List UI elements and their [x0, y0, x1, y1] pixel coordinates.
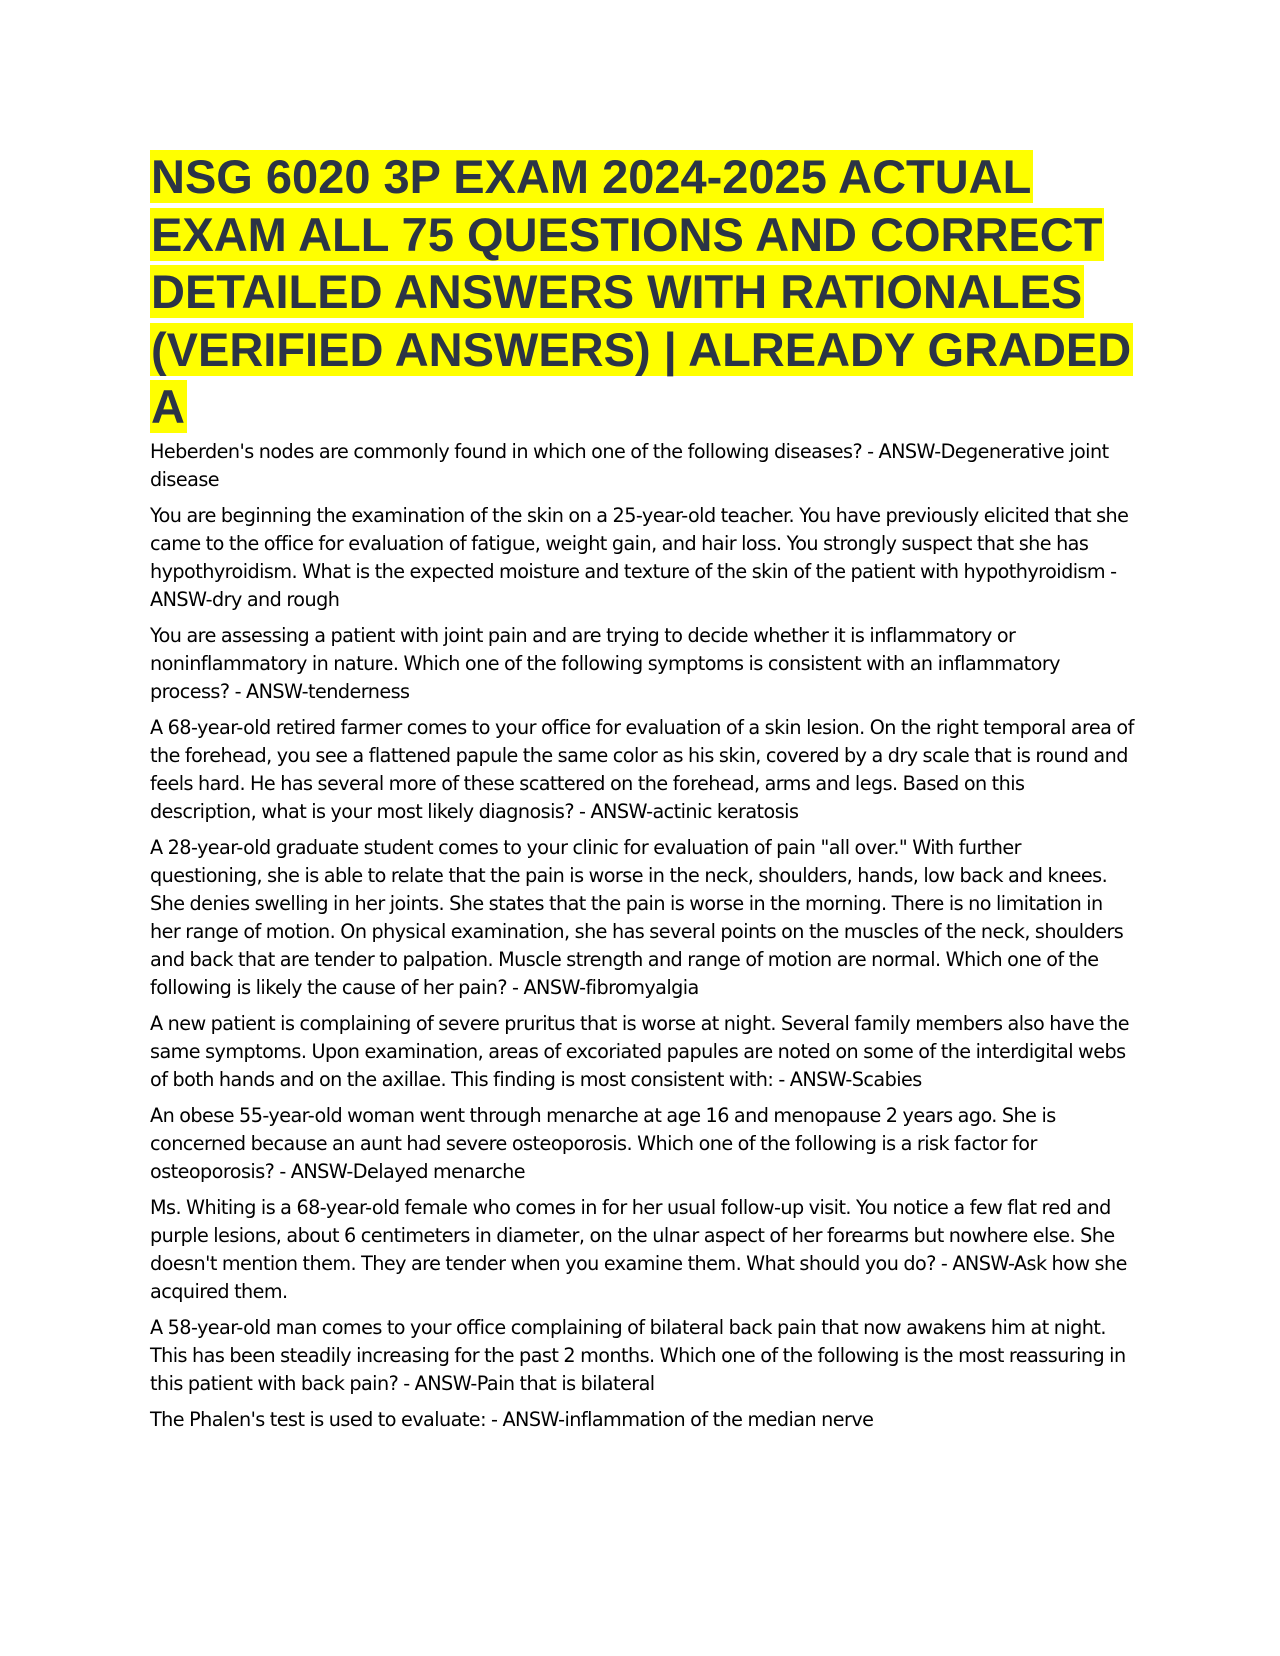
qa-item: The Phalen's test is used to evaluate: - ANSW-inflammation of the median nerve — [150, 1407, 874, 1431]
qa-item: An obese 55-year-old woman went through menarche at age 16 and menopause 2 years ago. She is concerned because an aunt had severe osteoporosis. Which one of the following is a risk factor for osteoporosis? - ANSW-Delayed menarche — [150, 1103, 1056, 1183]
document-content — [150, 148, 1135, 1442]
qa-item: A 28-year-old graduate student comes to your clinic for evaluation of pain "all over." With further questioning, she is able to relate that the pain is worse in the neck, shoulders, hands, low back and knees. She denies swelling in her joints. She states that the pain is worse in the morning. There is no limitation in her range of motion. On physical examination, she has several points on the muscles of the neck, shoulders and back that are tender to palpation. Muscle strength and range of motion are normal. Which one of the following is likely the cause of her pain? - ANSW-fibromyalgia — [150, 835, 1124, 999]
qa-item: Ms. Whiting is a 68-year-old female who comes in for her usual follow-up visit. You notice a few flat red and purple lesions, about 6 centimeters in diameter, on the ulnar aspect of her forearms but nowhere else. She doesn't mention them. They are tender when you examine them. What should you do? - ANSW-Ask how she acquired them. — [150, 1195, 1127, 1303]
qa-item: You are assessing a patient with joint pain and are trying to decide whether it is inflammatory or noninflammatory in nature. Which one of the following symptoms is consistent with an inflammatory process? - ANSW-tenderness — [150, 623, 1060, 703]
qa-item: A 58-year-old man comes to your office complaining of bilateral back pain that now awakens him at night. This has been steadily increasing for the past 2 months. Which one of the following is the most reassuring in this patient with back pain? - ANSW-Pain that is bilateral — [150, 1315, 1126, 1395]
qa-item: Heberden's nodes are commonly found in which one of the following diseases? - ANSW-Degenerative joint disease — [150, 439, 1109, 491]
qa-item: A 68-year-old retired farmer comes to your office for evaluation of a skin lesion. On the right temporal area of the forehead, you see a flattened papule the same color as his skin, covered by a dry scale that is round and feels hard. He has several more of these scattered on the forehead, arms and legs. Based on this description, what is your most likely diagnosis? - ANSW-actinic keratosis — [150, 715, 1134, 823]
qa-item: A new patient is complaining of severe pruritus that is worse at night. Several family members also have the same symptoms. Upon examination, areas of excoriated papules are noted on some of the interdigital webs of both hands and on the axillae. This finding is most consistent with: - ANSW-Scabies — [150, 1011, 1129, 1091]
document-title — [150, 148, 1135, 436]
qa-item: You are beginning the examination of the skin on a 25-year-old teacher. You have previously elicited that she came to the office for evaluation of fatigue, weight gain, and hair loss. You strongly suspect that she has hypothyroidism. What is the expected moisture and texture of the skin of the patient with hypothyroidism - ANSW-dry and rough — [150, 503, 1129, 611]
title-highlight: NSG 6020 3P EXAM 2024-2025 ACTUAL EXAM ALL 75 QUESTIONS AND CORRECT DETAILED ANSWERS WITH RATIONALES (VERIFIED ANSWERS) | ALREADY GRADED A — [151, 150, 1132, 433]
